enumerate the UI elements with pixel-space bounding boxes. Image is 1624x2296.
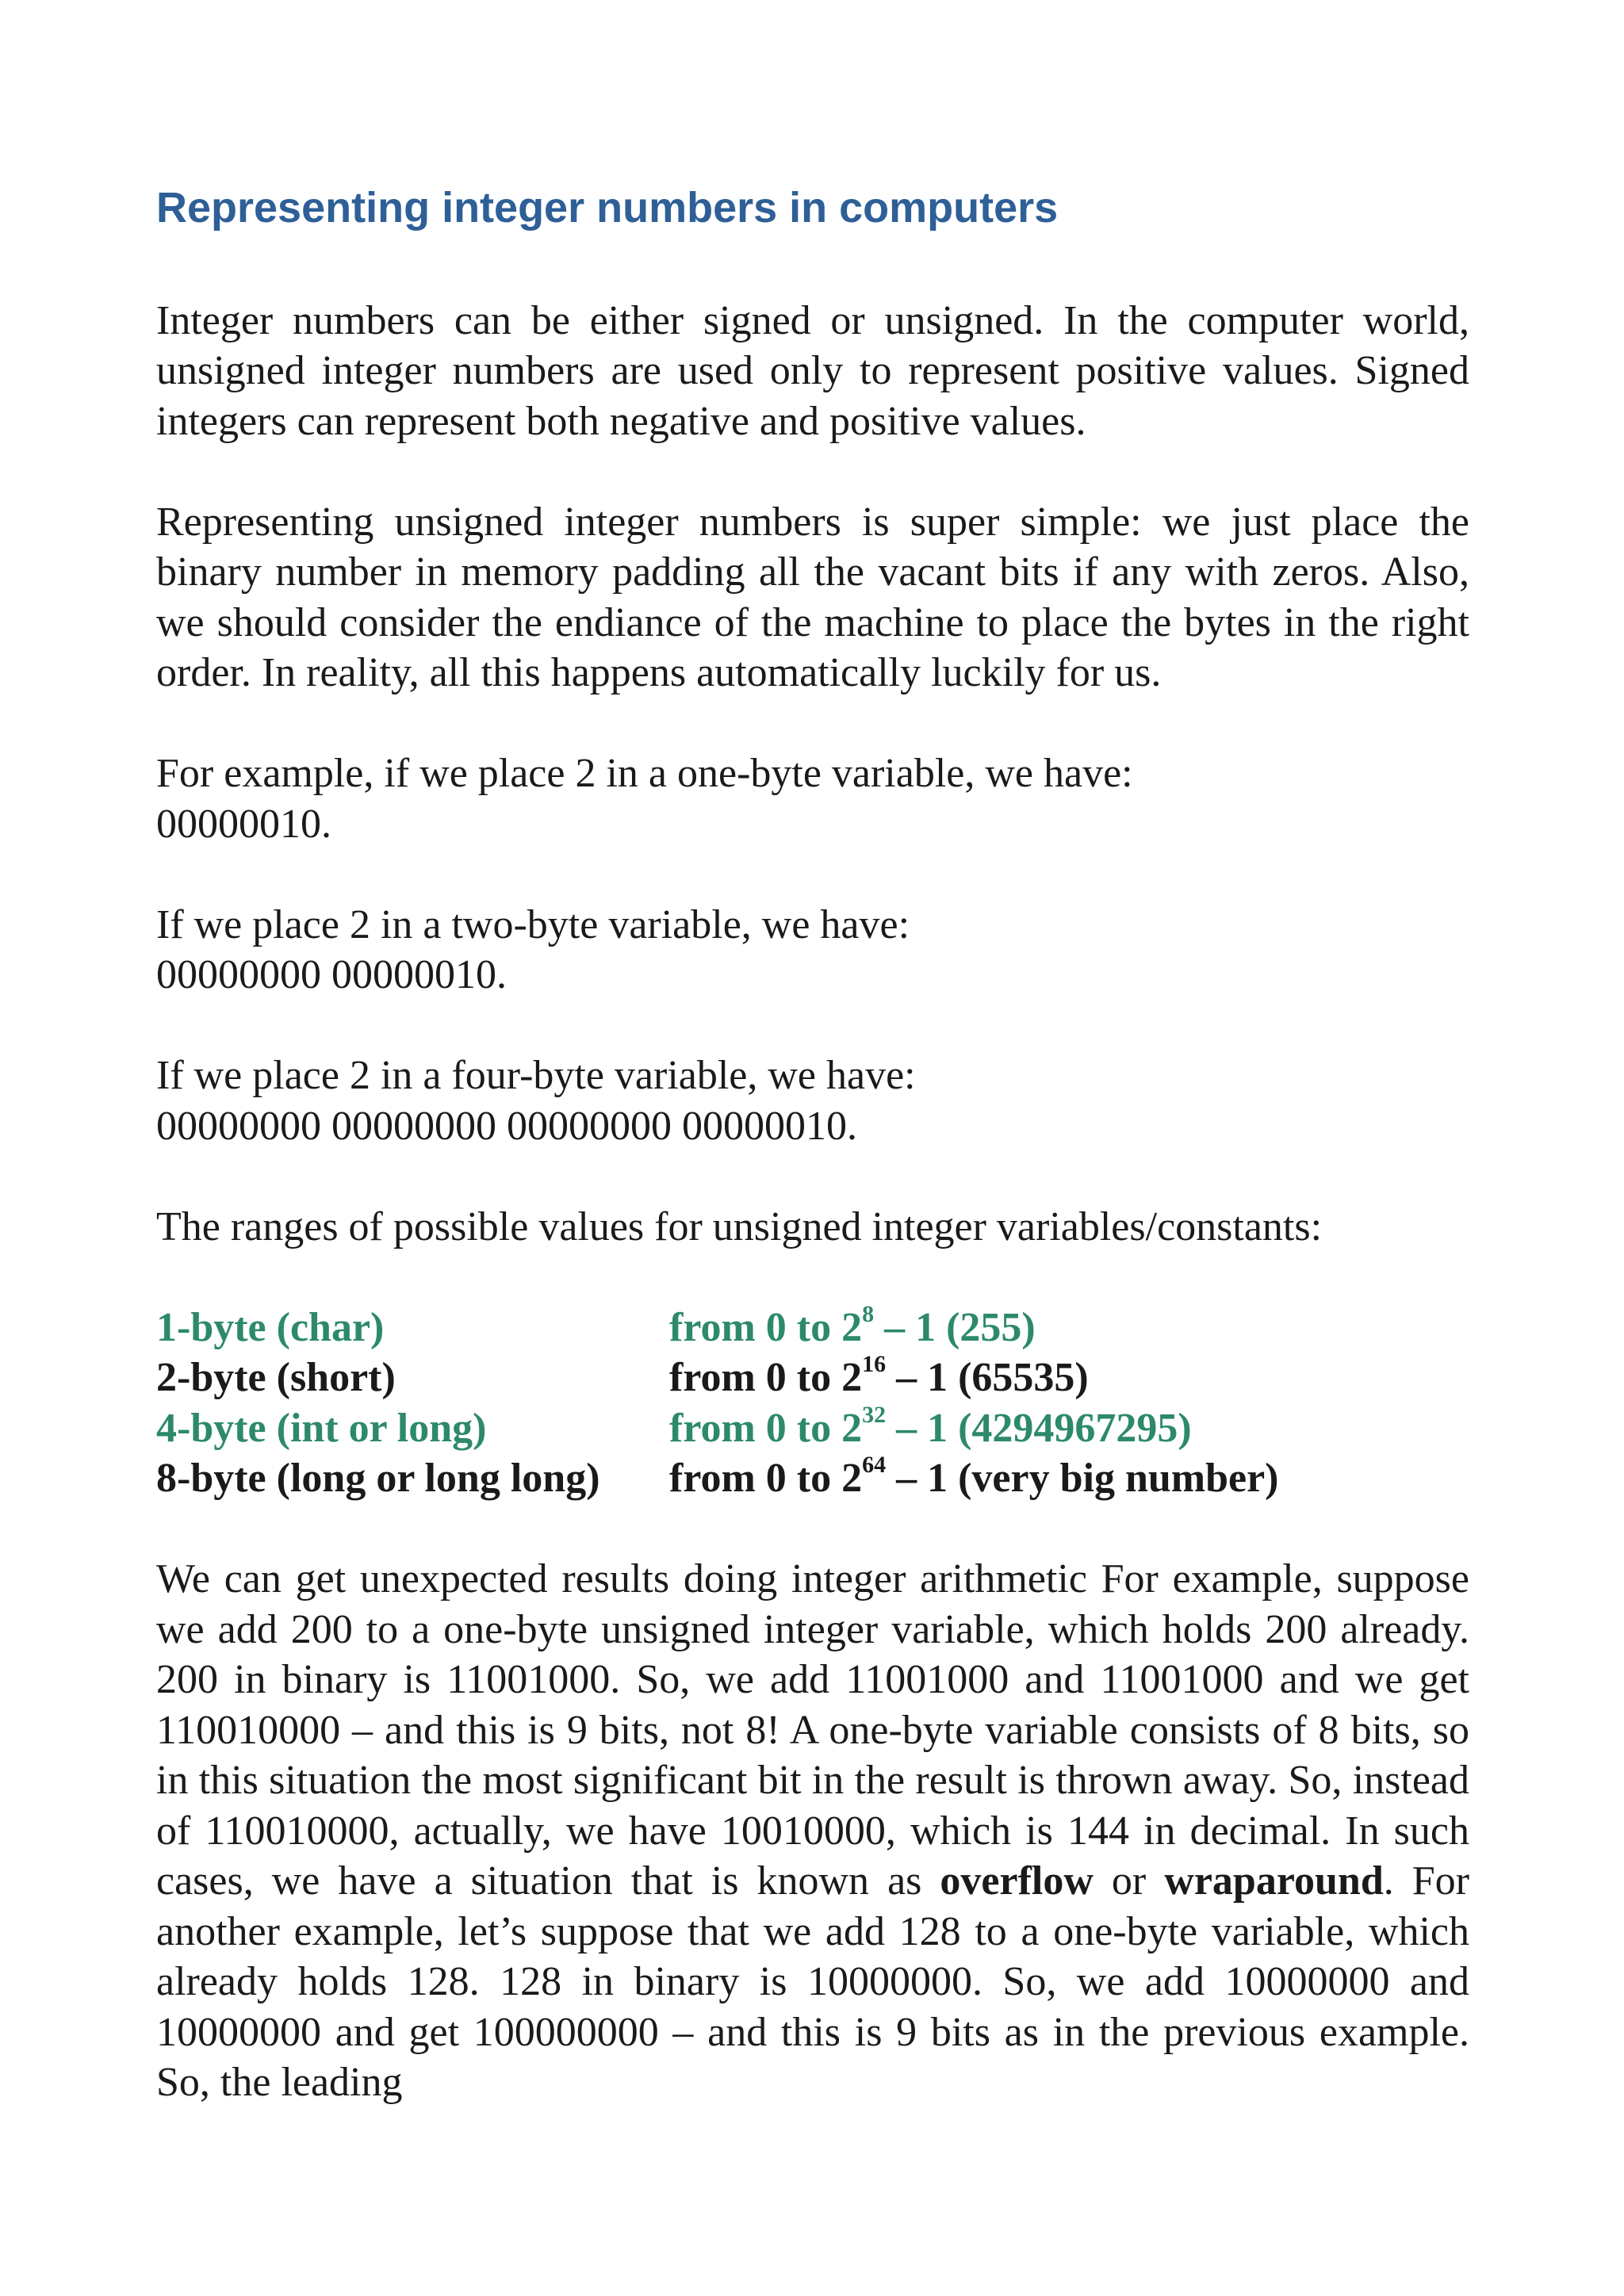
example-two-byte [156, 900, 1469, 1001]
ranges-intro: The ranges of possible values for unsigned integer variables/constants: [156, 1203, 1323, 1249]
range-value: from 0 to $2^{16} - 1$ (65535) [669, 1351, 1089, 1401]
range-exponent: 32 [862, 1401, 887, 1428]
range-type: 8-byte (long or long long) [156, 1456, 600, 1502]
range-value: from 0 to $2^8 - 1$ (255) [669, 1300, 1036, 1350]
page-title: Representing integer numbers in computers [156, 184, 1059, 232]
example-four-byte [156, 1050, 1469, 1151]
example-one-byte-value: 00000010. [156, 801, 331, 847]
range-value: from 0 to $2^{64} - 1$ (very big number) [669, 1452, 1279, 1502]
term-overflow: overflow [940, 1858, 1094, 1904]
example-two-byte-text: If we place 2 in a two-byte variable, we have: [156, 901, 910, 947]
paragraph-unsigned-representation: Representing unsigned integer numbers is super simple: we just place the binary number in memory padding all the vacant bits if any with zeros. Also, we should consider the endiance of the machine to place the bytes in the right order. In reality, all this happens automatically luckily for us. [156, 499, 1469, 696]
example-one-byte [156, 748, 1469, 849]
ranges-table [156, 1300, 1469, 1504]
range-type: 2-byte (short) [156, 1355, 396, 1401]
range-row-4-byte [156, 1403, 1469, 1454]
term-wraparound: wraparound [1164, 1858, 1384, 1904]
range-exponent: 16 [862, 1351, 887, 1378]
example-four-byte-text: If we place 2 in a four-byte variable, we have: [156, 1053, 916, 1099]
paragraph-signed-unsigned: Integer numbers can be either signed or unsigned. In the computer world, unsigned integer numbers are used only to represent positive values. Signed integers can represent both negative and positive values. [156, 297, 1469, 444]
range-type: 4-byte (int or long) [156, 1405, 487, 1451]
range-row-2-byte [156, 1353, 1469, 1403]
document-page [156, 182, 1469, 2158]
range-row-8-byte [156, 1453, 1469, 1504]
range-value: from 0 to $2^{32} - 1$ (4294967295) [669, 1401, 1192, 1451]
example-two-byte-value: 00000000 00000010. [156, 952, 507, 998]
range-row-1-byte [156, 1300, 1469, 1353]
range-type: 1-byte (char) [156, 1304, 385, 1350]
example-one-byte-text: For example, if we place 2 in a one-byte variable, we have: [156, 751, 1133, 797]
range-exponent: 64 [862, 1452, 887, 1479]
range-exponent: 8 [862, 1300, 875, 1327]
example-four-byte-value: 00000000 00000000 00000000 00000010. [156, 1103, 857, 1149]
paragraph-overflow: We can get unexpected results doing integer arithmetic For example, suppose we add 200 to a one-byte unsigned integer variable, which holds 200 already. 200 in binary is 11001000. So, we add 11001000 and 11001000 and we get 110010000 – and this is 9 bits, not 8! A one-byte variable consists of 8 bits, so in this situation the most significant bit in the result is thrown away. So, instead of 110010000, actually, we have 10010000, which is 144 in decimal. In such cases, we have a situation that is known as overflow or wraparound. For another example, let’s suppose that we add 128 to a one-byte variable, which already holds 128. 128 in binary is 10000000. So, we add 10000000 and 10000000 and get 100000000 – and this is 9 bits as in the previous example. So, the leading [156, 1556, 1469, 2106]
